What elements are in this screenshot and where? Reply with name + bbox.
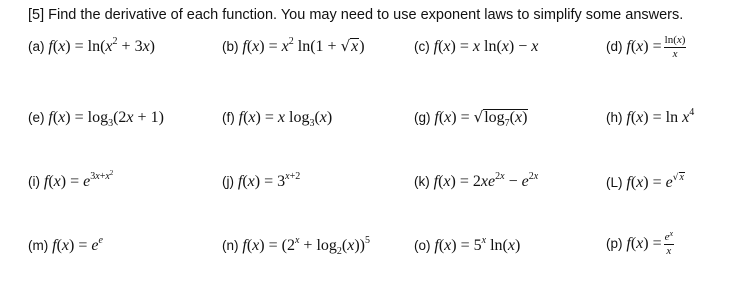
problem-expression: $f(x) = e^e$ [52, 235, 103, 254]
problem-label: (i) [28, 174, 40, 189]
problem-g [414, 108, 528, 131]
problem-label: (n) [222, 238, 239, 253]
problem-o [414, 236, 520, 255]
problem-header [28, 7, 683, 23]
problem-expression: $f(x) = \ln(x^2 + 3x)$ [48, 36, 155, 55]
problem-instruction: Find the derivative of each function. You may need to use exponent laws to simplify some answers. [48, 7, 684, 23]
problem-label: (a) [28, 39, 45, 54]
problem-label: (p) [606, 236, 623, 252]
problem-label: (k) [414, 174, 430, 189]
problem-expression: $f(x) = 2xe^{2x} - e^{2x}$ [433, 171, 539, 190]
problem-label: (e) [28, 110, 45, 125]
problem-expression: $f(x) = 3^{x+2}$ [237, 171, 301, 190]
problem-expression: $f(x) = √\log_7(x)$ [434, 108, 528, 130]
problem-i [28, 169, 114, 191]
problem-c [414, 37, 538, 56]
problem-label: (b) [222, 39, 239, 54]
problem-label: (L) [606, 175, 623, 190]
problem-label: (h) [606, 110, 623, 125]
problem-expression: f(x) = x ln(x) − x [433, 38, 539, 55]
problem-d [606, 35, 686, 60]
problem-label: (g) [414, 110, 431, 125]
problem-label: (d) [606, 39, 623, 55]
problem-k [414, 172, 538, 191]
problem-expression: $f(x) = \ln x^4$ [626, 107, 695, 126]
problem-m [28, 236, 103, 255]
problem-l [606, 172, 685, 192]
problem-f [222, 108, 332, 133]
problem-expression: $f(x) = e^{√x}$ [626, 172, 684, 191]
problem-expression: $f(x) = (2^x + \log_2(x))^5$ [242, 235, 370, 258]
problem-label: (c) [414, 39, 430, 54]
problem-label: (f) [222, 110, 235, 125]
problem-expression: $f(x) = x^2$ ln(1 + √x) [242, 36, 365, 55]
problem-number: [5] [28, 7, 45, 23]
problem-expression: f(x) = $\frac{e^x}{x}$ [626, 229, 674, 257]
problem-p [606, 229, 674, 257]
problem-j [222, 172, 300, 191]
problem-label: (j) [222, 174, 234, 189]
problem-label: (o) [414, 238, 431, 253]
problem-h [606, 108, 694, 127]
problem-expression: f(x) = $\frac{\ln(x)}{x}$ [626, 34, 686, 60]
problem-expression: $f(x) = e^{3x+x^2}$ [43, 169, 114, 190]
problem-e [28, 108, 164, 133]
problem-b [222, 37, 365, 56]
problem-expression: f(x) = x $\log_3(x)$ [238, 109, 333, 130]
problem-expression: f(x) = 5$^x$ ln(x) [434, 235, 521, 254]
problem-a [28, 37, 155, 56]
problem-label: (m) [28, 238, 49, 253]
problem-expression: $f(x) = \log_3(2x + 1)$ [48, 109, 164, 130]
problem-n [222, 236, 370, 261]
